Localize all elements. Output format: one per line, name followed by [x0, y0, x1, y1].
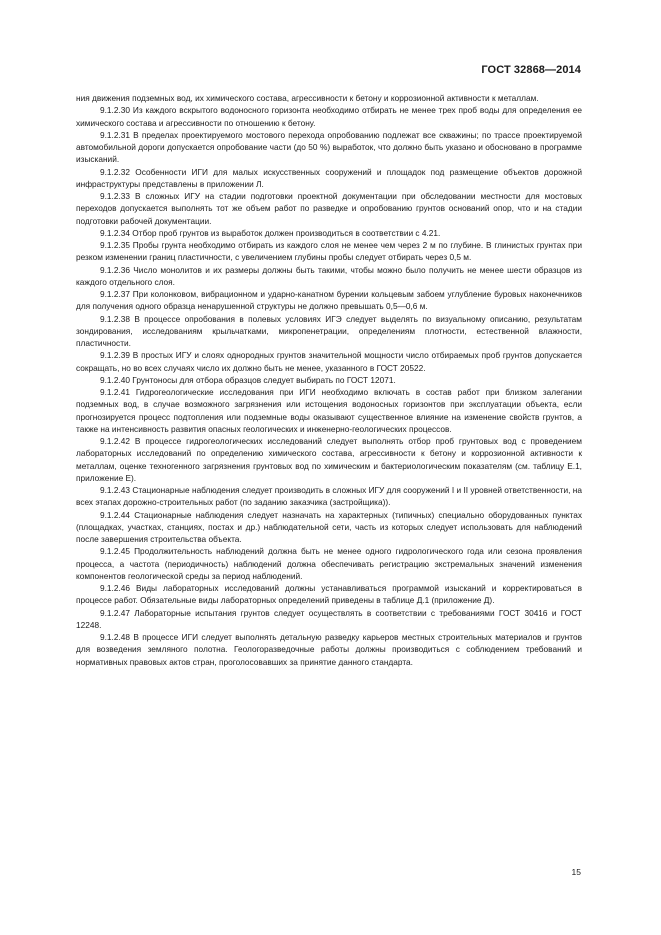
paragraph: 9.1.2.36 Число монолитов и их размеры должны быть такими, чтобы можно было получить не менее шести образцов из каждого отдельного слоя.	[76, 264, 582, 287]
paragraph: 9.1.2.38 В процессе опробования в полевых условиях ИГЭ следует выделять по визуальному описанию, результатам зондирования, исследованиям крыльчатками, микропенетрации, определениям плотности, естественной влажности, пластичности.	[76, 313, 582, 348]
paragraph: 9.1.2.33 В сложных ИГУ на стадии подготовки проектной документации при обследовании местности для мостовых переходов допускается выполнять тот же объем работ по разведке и опробованию грунтов оснований опор, что и на стадии подготовки рабочей документации.	[76, 191, 582, 226]
paragraph: 9.1.2.48 В процессе ИГИ следует выполнять детальную разведку карьеров местных строительных материалов и грунтов для возведения земляного полотна. Геологоразведочные работы должны производиться с соблюдением требований и нормативных правовых актов стран, проголосовавших за принятие данного стандарта.	[76, 632, 582, 667]
paragraph: 9.1.2.30 Из каждого вскрытого водоносного горизонта необходимо отбирать не менее трех проб воды для определения ее химического состава и агрессивности по отношению к бетону.	[76, 105, 582, 128]
paragraph: ния движения подземных вод, их химического состава, агрессивности к бетону и коррозионной активности к металлам.	[76, 93, 539, 103]
paragraph: 9.1.2.46 Виды лабораторных исследований должны устанавливаться программой изысканий и корректироваться в процессе работ. Обязательные виды лабораторных определений приведены в таблице Д.1 (приложение Д).	[76, 583, 582, 606]
paragraph: 9.1.2.40 Грунтоносы для отбора образцов следует выбирать по ГОСТ 12071.	[100, 374, 396, 385]
paragraph: 9.1.2.35 Пробы грунта необходимо отбирать из каждого слоя не менее чем через 2 м по глубине. В глинистых грунтах при резком изменении границ пластичности, с увеличением глубины пробы следует отбирать через 0,5 м.	[76, 240, 582, 263]
paragraph: 9.1.2.42 В процессе гидрогеологических исследований следует выполнять отбор проб грунтовых вод с проведением лабораторных исследований по определению химического состава, агрессивности к бетону и коррозионной активности к металлам, оценке техногенного загрязнения грунтовых вод по химическим и бактериологическим показателям (см. таблицу Е.1, приложение Е).	[76, 436, 582, 483]
document-body	[76, 92, 582, 668]
paragraph: 9.1.2.43 Стационарные наблюдения следует производить в сложных ИГУ для сооружений I и II уровней ответственности, на всех этапах дорожно-строительных работ (по заданию заказчика (застройщика)).	[76, 485, 582, 508]
page-number: 15	[571, 867, 581, 877]
paragraph: 9.1.2.32 Особенности ИГИ для малых искусственных сооружений и площадок под размещение объектов дорожной инфраструктуры представлены в приложении Л.	[76, 166, 582, 189]
paragraph: 9.1.2.39 В простых ИГУ и слоях однородных грунтов значительной мощности число отбираемых проб грунтов допускается сокращать, но во всех случаях число их должно быть не менее, указанного в ГОСТ 20522.	[76, 350, 582, 373]
standard-header: ГОСТ 32868—2014	[481, 64, 581, 76]
paragraph: 9.1.2.45 Продолжительность наблюдений должна быть не менее одного гидрологического года или сезона проявления процесса, а частота (периодичность) наблюдений должна обеспечивать регистрацию экстремальных значений изменения компонентов геологической среды за период наблюдений.	[76, 546, 582, 581]
paragraph: 9.1.2.37 При колонковом, вибрационном и ударно-канатном бурении кольцевым забоем углубление буровых наконечников для получения одного образца ненарушенной структуры не должно превышать 0,5—0,6 м.	[76, 289, 582, 312]
paragraph: 9.1.2.41 Гидрогеологические исследования при ИГИ необходимо включать в состав работ при близком залегании подземных вод, в случае возможного загрязнения или истощения водоносных горизонтов при эксплуатации объекта, если прогнозируется процесс подтопления или подземные воды оказывают существенное влияние на изменение свойств грунтов, а также на интенсивность развития опасных геологических и инженерно-геологических процессов.	[76, 387, 582, 434]
paragraph: 9.1.2.44 Стационарные наблюдения следует назначать на характерных (типичных) специально оборудованных пунктах (площадках, участках, станциях, постах и др.) наблюдательной сети, часть из которых следует использовать для наблюдений после завершения строительства объекта.	[76, 509, 582, 544]
paragraph: 9.1.2.47 Лабораторные испытания грунтов следует осуществлять в соответствии с требованиями ГОСТ 30416 и ГОСТ 12248.	[76, 607, 582, 630]
paragraph: 9.1.2.34 Отбор проб грунтов из выработок должен производиться в соответствии с 4.21.	[100, 227, 441, 238]
paragraph: 9.1.2.31 В пределах проектируемого мостового перехода опробованию подлежат все скважины; по трассе проектируемой автомобильной дороги допускается опробование части (до 50 %) выработок, что должно быть указано и обосновано в программе изысканий.	[76, 129, 582, 165]
